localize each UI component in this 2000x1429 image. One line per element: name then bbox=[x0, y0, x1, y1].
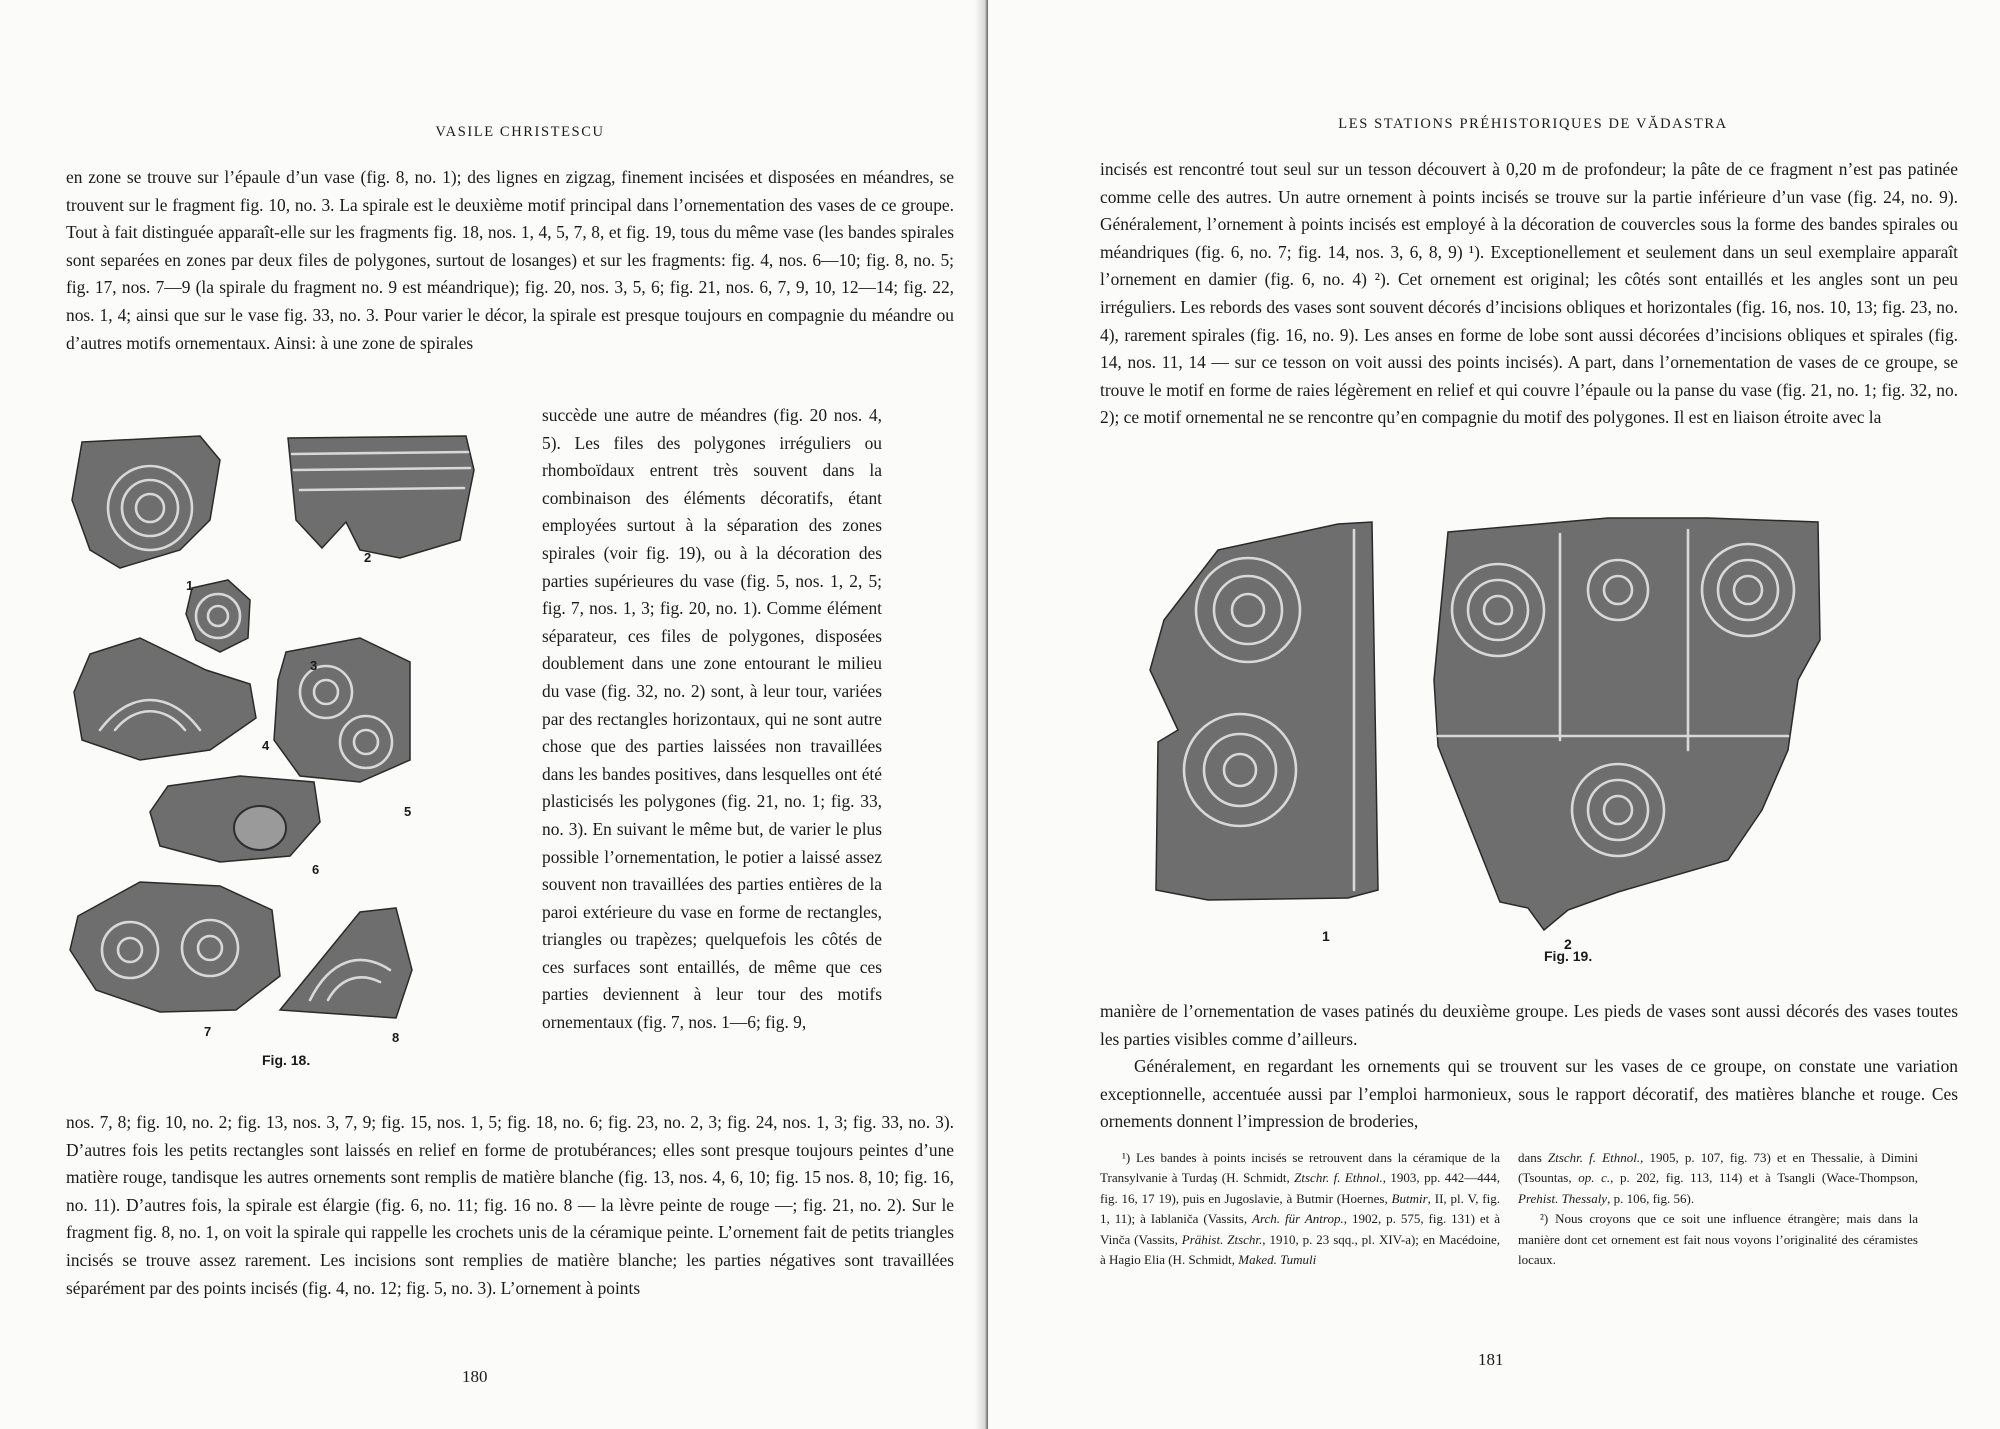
fig18-label-1: 1 bbox=[186, 578, 194, 593]
sherd-4 bbox=[74, 638, 256, 760]
fig18-label-4: 4 bbox=[262, 738, 270, 753]
figure-18 bbox=[60, 430, 530, 1080]
fn1-e: , II, pl. V, fig. 1, 11); à Iablaniča (Vassits, bbox=[1100, 1190, 1500, 1227]
footnote-1-text bbox=[1100, 1148, 1500, 1270]
footnote-2-text: ²) Nous croyons que ce soit une influence étrangère; mais dans la manière dont cet ornement est fait nous voyons l’originalité des céramistes locaux. bbox=[1518, 1211, 1918, 1268]
left-text-bottom bbox=[66, 1109, 954, 1302]
left-paragraph-bottom: nos. 7, 8; fig. 10, no. 2; fig. 13, nos. 3, 7, 9; fig. 15, nos. 1, 5; fig. 18, no. 6; fig. 23, no. 2, 3; fig. 24, nos. 1, 3; fig. 33, no. 3). D’autres fois les petits rectangles sont laissés en relief en forme de protubérances; elles sont presque toujours peintes d’une matière rouge, tandisque les autres ornements sont remplis de matière blanche (fig. 13, nos. 4, 6, 10; fig. 15 nos. 8, 10; fig. 16, no. 11). D’autres fois, la spirale est élargie (fig. 6, no. 11; fig. 16 no. 8 — la lèvre peinte de rouge —; fig. 21, no. 2). Sur le fragment fig. 8, no. 1, on voit la spirale qui rappelle les crochets unis de la céramique peinte. L’ornement fait de petits triangles incisés se trouve assez rarement. Les incisions sont remplies de matière blanche; les parties négatives sont travaillées séparément par des points incisés (fig. 4, no. 12; fig. 5, no. 3). L’ornement à points bbox=[66, 1112, 954, 1298]
sherd-19-1 bbox=[1150, 522, 1378, 900]
sherd-8 bbox=[280, 908, 412, 1018]
left-running-head: VASILE CHRISTESCU bbox=[435, 124, 605, 140]
fn1-cont-f: Prehist. Thessaly bbox=[1518, 1190, 1608, 1206]
fig18-label-3: 3 bbox=[310, 658, 318, 673]
fn1-cont-a: dans bbox=[1518, 1150, 1548, 1165]
fn1-h: Prähist. Ztschr. bbox=[1181, 1231, 1263, 1247]
footnote-1-cont bbox=[1518, 1148, 1918, 1270]
left-paragraph-top: en zone se trouve sur l’épaule d’un vase (fig. 8, no. 1); des lignes en zigzag, finement incisées et disposées en méandres, se trouvent sur le fragment fig. 10, no. 3. La spirale est le deuxième motif principal dans l’ornementation des vases de ce groupe. Tout à fait distinguée apparaît-elle sur les fragments fig. 18, nos. 1, 4, 5, 7, 8, et fig. 19, tous du même vase (les bandes spirales sont separées en zones par deux files de polygones, surtout de losanges) et sur les fragments: fig. 4, nos. 6—10; fig. 8, no. 5; fig. 17, nos. 7—9 (la spirale du fragment no. 9 est méandrique); fig. 20, nos. 3, 5, 6; fig. 21, nos. 6, 7, 9, 10, 12—14; fig. 22, nos. 1, 4; ainsi que sur le vase fig. 33, no. 3. Pour varier le décor, la spirale est presque toujours en compagnie du méandre ou d’autres motifs ornementaux. Ainsi: à une zone de spirales bbox=[66, 167, 954, 353]
sherd-6 bbox=[150, 776, 320, 862]
figure-19 bbox=[1148, 510, 1868, 940]
fn1-a: ¹) Les bandes à points incisés se retrouvent dans la céramique de la Transylvanie à Turdaş (H. Schmidt, bbox=[1100, 1150, 1500, 1186]
right-page-number: 181 bbox=[1478, 1350, 1504, 1369]
right-paragraph-top: incisés est rencontré tout seul sur un tesson découvert à 0,20 m de profondeur; la pâte de ce fragment n’est pas patinée comme celle des autres. Un autre ornement à points incisés se trouve sur la partie inférieure d’un vase (fig. 24, no. 9). Généralement, l’ornement à points incisés est employé à la décoration de couvercles sous la forme des bandes spirales ou méandriques (fig. 6, no. 7; fig. 14, nos. 3, 6, 8, 9) ¹). Exceptionellement et seulement dans un seul exemplaire apparaît l’ornement en damier (fig. 6, no. 4) ²). Cet ornement est original; les côtés sont entaillés et les angles sont un peu irréguliers. Les rebords des vases sont souvent décorés d’incisions obliques et horizontales (fig. 16, nos. 10, 13; fig. 23, no. 4), rarement spirales (fig. 16, no. 9). Les anses en forme de lobe sont aussi décorées d’incisions obliques et spirales (fig. 14, nos. 11, 14 — sur ce tesson on voit aussi des points incisés). A part, dans l’ornementation de vases de ce groupe, se trouve le motif en forme de raies légèrement en relief et qui couvre l’épaule ou la panse du vase (fig. 21, no. 1; fig. 32, no. 2); ce motif ornemental ne se rencontre qu’en compagnie du motif des polygones. Il est en liaison étroite avec la bbox=[1100, 159, 1958, 428]
fig18-label-5: 5 bbox=[404, 804, 412, 819]
right-paragraph-bottom-1: manière de l’ornementation de vases patinés du deuxième groupe. Les pieds de vases sont aussi décorés des vases toutes les parties visibles comme d’ailleurs. bbox=[1100, 1001, 1958, 1049]
fn1-cont-e: , p. 202, fig. 113, 114) et à Tsangli (Wace-Thompson, bbox=[1610, 1170, 1918, 1186]
right-page bbox=[988, 0, 2000, 1429]
right-text-top bbox=[1100, 156, 1958, 432]
fig18-label-7: 7 bbox=[204, 1024, 212, 1039]
fig18-caption: Fig. 18. bbox=[262, 1052, 311, 1068]
fn1-cont-d: op. c. bbox=[1578, 1170, 1611, 1186]
fn1-i: , 1910, p. 23 sqq., pl. XIV-a); en Macédoine, à Hagio Elia (H. Schmidt, bbox=[1100, 1231, 1500, 1268]
left-text-top bbox=[66, 164, 954, 357]
sherd-5 bbox=[274, 638, 410, 782]
left-page bbox=[0, 0, 985, 1429]
left-text-column bbox=[542, 402, 882, 1037]
right-running-head: LES STATIONS PRÉHISTORIQUES DE VĂDASTRA bbox=[1338, 116, 1728, 132]
fn1-d: Butmir bbox=[1391, 1190, 1428, 1206]
fn1-b: Ztschr. f. Ethnol. bbox=[1294, 1170, 1383, 1186]
footnote-1 bbox=[1100, 1148, 1500, 1270]
fn1-j: Maked. Tumuli bbox=[1238, 1252, 1317, 1268]
left-paragraph-column: succède une autre de méandres (fig. 20 nos. 4, 5). Les files des polygones irréguliers ou rhomboïdaux entrent très souvent dans la combinaison des éléments décoratifs, étant employées surtout à la séparation des zones spirales (voir fig. 19), ou à la décoration des parties supérieures du vase (fig. 5, nos. 1, 2, 5; fig. 7, nos. 1, 3; fig. 20, no. 1). Comme élément séparateur, ces files de polygones, disposées doublement dans une zone entourant le milieu du vase (fig. 32, no. 2) sont, à leur tour, variées par des rectangles horizontaux, qui ne sont autre chose que des parties laissées non travaillées dans les bandes positives, dans lesquelles ont été plasticisés les polygones (fig. 21, no. 1; fig. 33, no. 3). En suivant le même but, de varier le plus possible l’ornementation, le potier a laissé assez souvent non travaillées des parties entières de la paroi extérieure du vase en forme de rectangles, triangles ou trapèzes; quelquefois les côtés de ces surfaces sont entaillés, de même que ces parties deviennent à leur tour des motifs ornementaux (fig. 7, nos. 1—6; fig. 9, bbox=[542, 405, 882, 1033]
fig18-label-2: 2 bbox=[364, 550, 372, 565]
fn1-cont-b: Ztschr. f. Ethnol. bbox=[1547, 1150, 1641, 1165]
fig19-label-2: 2 bbox=[1564, 936, 1572, 952]
fig19-caption: Fig. 19. bbox=[1544, 948, 1593, 964]
fig18-label-6: 6 bbox=[312, 862, 320, 877]
sherd-19-2 bbox=[1434, 518, 1820, 930]
fn1-f: Arch. für Antrop. bbox=[1252, 1211, 1344, 1227]
sherd-1 bbox=[72, 436, 220, 568]
fig18-label-8: 8 bbox=[392, 1030, 400, 1045]
fn1-g: , 1902, p. 575, fig. 131) et à Vinča (Vassits, bbox=[1100, 1211, 1501, 1247]
fn1-cont-g: , p. 106, fig. 56). bbox=[1607, 1190, 1695, 1206]
fn1-c: , 1903, pp. 442—444, fig. 16, 17 19), puis en Jugoslavie, à Butmir (Hoernes, bbox=[1100, 1170, 1500, 1206]
fig19-label-1: 1 bbox=[1322, 928, 1330, 944]
footnote-1-cont-text bbox=[1518, 1148, 1918, 1209]
left-page-number: 180 bbox=[462, 1367, 488, 1386]
sherd-2 bbox=[288, 436, 474, 558]
right-paragraph-bottom-2: Généralement, en regardant les ornements qui se trouvent sur les vases de ce groupe, on constate une variation exceptionnelle, accentuée aussi par l’emploi harmonieux, sous le rapport décoratif, des matières blanche et rouge. Ces ornements donnent l’impression de broderies, bbox=[1100, 1056, 1958, 1132]
sherd-3 bbox=[186, 580, 250, 652]
fn1-cont-c: , 1905, p. 107, fig. 73) et en Thessalie, à Dimini (Tsountas, bbox=[1518, 1150, 1918, 1186]
sherd-7 bbox=[70, 882, 280, 1012]
right-text-bottom bbox=[1100, 998, 1958, 1136]
